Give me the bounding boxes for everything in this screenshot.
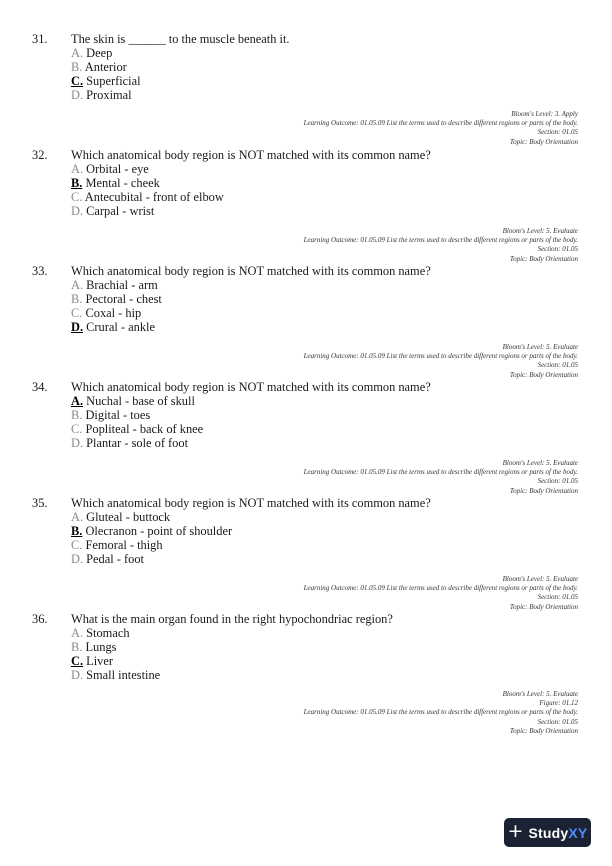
option-letter: D.	[71, 668, 84, 682]
answer-option	[71, 510, 232, 524]
answer-option	[71, 204, 224, 218]
metadata-line: Topic: Body Orientation	[509, 370, 578, 379]
answer-options	[71, 46, 141, 102]
option-text: Proximal	[86, 88, 132, 102]
metadata-line: Bloom's Level: 5. Evaluate	[502, 227, 578, 235]
metadata-line: Topic: Body Orientation	[509, 486, 578, 495]
option-text: Pedal - foot	[86, 552, 144, 566]
option-text: Small intestine	[86, 668, 161, 682]
metadata-line: Bloom's Level: 5. Evaluate	[502, 459, 578, 467]
option-text: Mental - cheek	[85, 176, 160, 190]
metadata-line: Learning Outcome: 01.05.09 List the terms used to describe different regions or parts of the body.	[303, 468, 578, 477]
option-letter: A.	[71, 278, 84, 292]
question-text: Which anatomical body region is NOT matched with its common name?	[71, 380, 431, 394]
metadata-line: Topic: Body Orientation	[509, 726, 578, 735]
metadata-line: Bloom's Level: 5. Evaluate	[502, 575, 578, 583]
option-letter: A.	[71, 626, 84, 640]
answer-option	[71, 278, 162, 292]
question-text: Which anatomical body region is NOT matched with its common name?	[71, 264, 431, 278]
question-text: Which anatomical body region is NOT matched with its common name?	[71, 148, 431, 162]
answer-option-correct	[71, 320, 162, 334]
answer-option	[71, 668, 160, 682]
answer-options	[71, 278, 162, 334]
option-letter: A.	[71, 46, 84, 60]
option-text: Pectoral - chest	[85, 292, 162, 306]
metadata-line: Figure: 01.12	[539, 699, 578, 708]
brand-name	[528, 825, 587, 841]
answer-option	[71, 162, 224, 176]
answer-option	[71, 640, 160, 654]
question-number: 32.	[32, 148, 48, 162]
answer-option	[71, 552, 232, 566]
question-metadata	[304, 459, 578, 496]
question-text: What is the main organ found in the right hypochondriac region?	[71, 612, 393, 626]
question-text: Which anatomical body region is NOT matched with its common name?	[71, 496, 431, 510]
metadata-line: Topic: Body Orientation	[509, 602, 578, 611]
option-letter: A.	[71, 394, 84, 408]
answer-option-correct	[71, 524, 232, 538]
option-letter: D.	[71, 436, 84, 450]
option-text: Coxal - hip	[85, 306, 142, 320]
metadata-line: Bloom's Level: 5. Evaluate	[502, 343, 578, 351]
metadata-line: Section: 01.05	[537, 593, 578, 602]
question-metadata	[304, 110, 578, 147]
metadata-line: Learning Outcome: 01.05.09 List the terms used to describe different regions or parts of the body.	[303, 708, 578, 717]
option-letter: A.	[71, 162, 84, 176]
option-letter: C.	[71, 538, 83, 552]
question-number: 33.	[32, 264, 48, 278]
brand-name-accent: XY	[568, 824, 588, 841]
answer-options	[71, 510, 232, 566]
metadata-line: Learning Outcome: 01.05.09 List the terms used to describe different regions or parts of the body.	[303, 236, 578, 245]
option-text: Liver	[86, 654, 113, 668]
option-text: Popliteal - back of knee	[85, 422, 204, 436]
option-letter: B.	[71, 640, 83, 654]
metadata-line: Learning Outcome: 01.05.09 List the terms used to describe different regions or parts of the body.	[303, 584, 578, 593]
answer-option-correct	[71, 176, 224, 190]
question-text: The skin is ______ to the muscle beneath it.	[71, 32, 290, 46]
option-text: Nuchal - base of skull	[86, 394, 195, 408]
option-letter: B.	[71, 408, 83, 422]
metadata-line: Topic: Body Orientation	[509, 137, 578, 146]
option-text: Olecranon - point of shoulder	[85, 524, 233, 538]
option-letter: C.	[71, 422, 83, 436]
option-letter: D.	[71, 88, 84, 102]
option-text: Anterior	[84, 60, 127, 74]
metadata-line: Learning Outcome: 01.05.09 List the terms used to describe different regions or parts of the body.	[303, 119, 578, 128]
answer-option	[71, 46, 141, 60]
answer-options	[71, 162, 224, 218]
question-number: 31.	[32, 32, 48, 46]
metadata-line: Section: 01.05	[537, 361, 578, 370]
option-letter: B.	[71, 292, 83, 306]
answer-option	[71, 408, 203, 422]
answer-option	[71, 190, 224, 204]
question-number: 35.	[32, 496, 48, 510]
answer-option	[71, 60, 141, 74]
option-letter: B.	[71, 524, 83, 538]
option-text: Femoral - thigh	[85, 538, 163, 552]
metadata-line: Section: 01.05	[537, 717, 578, 726]
option-text: Digital - toes	[85, 408, 151, 422]
option-text: Brachial - arm	[86, 278, 158, 292]
option-text: Plantar - sole of foot	[86, 436, 189, 450]
option-text: Crural - ankle	[86, 320, 155, 334]
option-text: Superficial	[86, 74, 141, 88]
answer-option-correct	[71, 394, 203, 408]
option-letter: C.	[71, 654, 84, 668]
option-text: Carpal - wrist	[86, 204, 155, 218]
option-letter: A.	[71, 510, 84, 524]
metadata-line: Section: 01.05	[537, 477, 578, 486]
question-metadata	[304, 575, 578, 612]
question-number: 34.	[32, 380, 48, 394]
option-text: Orbital - eye	[86, 162, 149, 176]
option-letter: C.	[71, 74, 84, 88]
metadata-line: Bloom's Level: 3. Apply	[511, 110, 578, 118]
question-number: 36.	[32, 612, 48, 626]
answer-options	[71, 394, 203, 450]
question-metadata	[304, 227, 578, 264]
answer-option-correct	[71, 74, 141, 88]
answer-option	[71, 538, 232, 552]
plus-icon: +	[507, 820, 524, 842]
metadata-line: Bloom's Level: 5. Evaluate	[502, 690, 578, 698]
answer-option	[71, 292, 162, 306]
option-text: Antecubital - front of elbow	[84, 190, 224, 204]
metadata-line: Section: 01.05	[537, 245, 578, 254]
option-text: Deep	[86, 46, 113, 60]
studyxy-logo[interactable]	[504, 818, 591, 847]
option-letter: D.	[71, 204, 84, 218]
metadata-line: Section: 01.05	[537, 128, 578, 137]
option-text: Gluteal - buttock	[86, 510, 171, 524]
answer-option	[71, 88, 141, 102]
option-text: Lungs	[85, 640, 117, 654]
metadata-line: Topic: Body Orientation	[509, 254, 578, 263]
option-letter: D.	[71, 320, 84, 334]
option-letter: D.	[71, 552, 84, 566]
answer-option	[71, 422, 203, 436]
answer-option-correct	[71, 654, 160, 668]
question-metadata	[304, 343, 578, 380]
answer-options	[71, 626, 160, 682]
option-text: Stomach	[86, 626, 130, 640]
option-letter: C.	[71, 190, 83, 204]
answer-option	[71, 436, 203, 450]
option-letter: B.	[71, 176, 83, 190]
answer-option	[71, 306, 162, 320]
option-letter: B.	[71, 60, 83, 74]
answer-option	[71, 626, 160, 640]
option-letter: C.	[71, 306, 83, 320]
question-metadata	[304, 690, 578, 736]
brand-name-main: Study	[528, 824, 569, 841]
metadata-line: Learning Outcome: 01.05.09 List the terms used to describe different regions or parts of the body.	[303, 352, 578, 361]
